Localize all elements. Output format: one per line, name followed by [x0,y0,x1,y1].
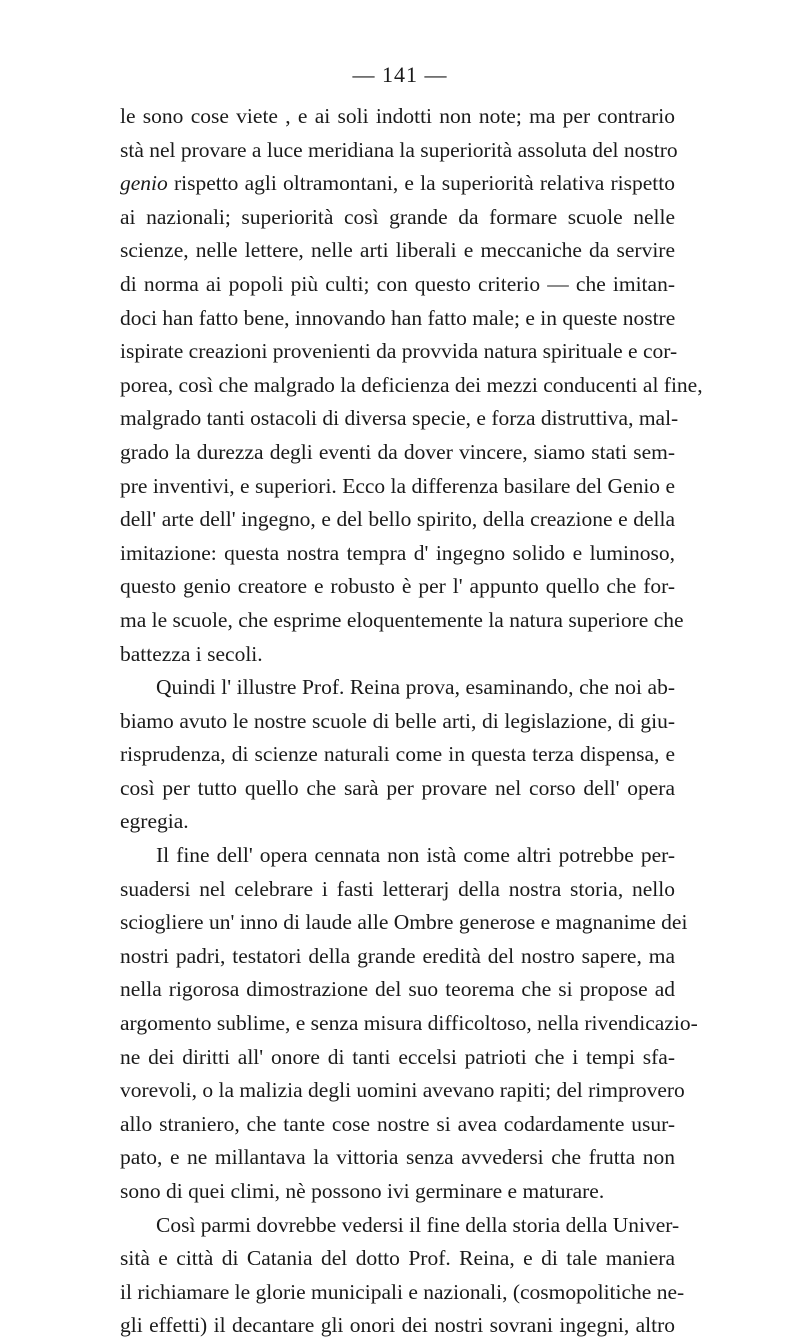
text-line: nella rigorosa dimostrazione del suo teorema che si propose ad [120,977,675,1002]
text-line: malgrado tanti ostacoli di diversa specie, e forza distruttiva, mal- [120,406,679,431]
text-line: suadersi nel celebrare i fasti letterarj della nostra storia, nello [120,876,675,901]
text-line: doci han fatto bene, innovando han fatto male; e in queste nostre [120,305,676,330]
text-line: ispirate creazioni provenienti da provvida natura spirituale e cor- [120,339,678,364]
text-line: sciogliere un' inno di laude alle Ombre generose e magnanime dei [120,910,688,935]
text-line: pato, e ne millantava la vittoria senza avvedersi che frutta non [120,1145,675,1170]
text-line: Il fine dell' opera cennata non istà come altri potrebbe per- [156,843,675,868]
text-line: biamo avuto le nostre scuole di belle arti, di legislazione, di giu- [120,708,675,733]
text-line: Quindi l' illustre Prof. Reina prova, esaminando, che noi ab- [156,675,675,700]
text-line: sono di quei climi, nè possono ivi germinare e maturare. [120,1179,605,1203]
text-line: Così parmi dovrebbe vedersi il fine della storia della Univer- [156,1212,680,1237]
text-line: ai nazionali; superiorità così grande da formare scuole nelle [120,204,675,229]
text-line: scienze, nelle lettere, nelle arti liberali e meccaniche da servire [120,238,675,263]
text-line: di norma ai popoli più culti; con questo criterio — che imitan- [120,271,675,296]
text-line: egregia. [120,809,189,834]
page-number: — 141 — [352,62,448,87]
italic-word-genio: genio [120,171,168,196]
text-line: pre inventivi, e superiori. Ecco la differenza basilare del Genio e [120,473,675,498]
text-line: allo straniero, che tante cose nostre si avea codardamente usur- [120,1111,675,1136]
text-line: nostri padri, testatori della grande eredità del nostro sapere, ma [120,943,675,968]
text-line: il richiamare le glorie municipali e nazionali, (cosmopolitiche ne- [120,1279,685,1304]
text-line: battezza i secoli. [120,641,263,666]
text-line: ne dei diritti all' onore di tanti eccelsi patrioti che i tempi sfa- [120,1044,675,1069]
text-line: genio rispetto agli oltramontani, e la superiorità relativa rispetto [120,171,675,196]
text-line: grado la durezza degli eventi da dover vincere, siamo stati sem- [120,439,675,464]
body-text [120,100,703,1343]
text-line: porea, così che malgrado la deficienza dei mezzi conducenti al fine, [120,372,703,397]
text-line: questo genio creatore e robusto è per l' appunto quello che for- [120,574,675,599]
text-line: risprudenza, di scienze naturali come in questa terza dispensa, e [120,742,675,767]
text-line: le sono cose viete , e ai soli indotti non note; ma per contrario [120,104,675,128]
text-line: sità e città di Catania del dotto Prof. Reina, e di tale maniera [120,1246,675,1271]
text-line: stà nel provare a luce meridiana la superiorità assoluta del nostro [120,137,678,162]
text-line: gli effetti) il decantare gli onori dei nostri sovrani ingegni, altro [120,1313,675,1338]
text-line: argomento sublime, e senza misura difficoltoso, nella rivendicazio- [120,1011,698,1036]
text-line: ma le scuole, che esprime eloquentemente la natura superiore che [120,607,684,632]
text-line: vorevoli, o la malizia degli uomini avevano rapiti; del rimprovero [120,1078,685,1103]
text-line: così per tutto quello che sarà per provare nel corso dell' opera [120,775,675,800]
text-line: dell' arte dell' ingegno, e del bello spirito, della creazione e della [120,507,675,532]
text-line: imitazione: questa nostra tempra d' ingegno solido e luminoso, [120,540,675,565]
